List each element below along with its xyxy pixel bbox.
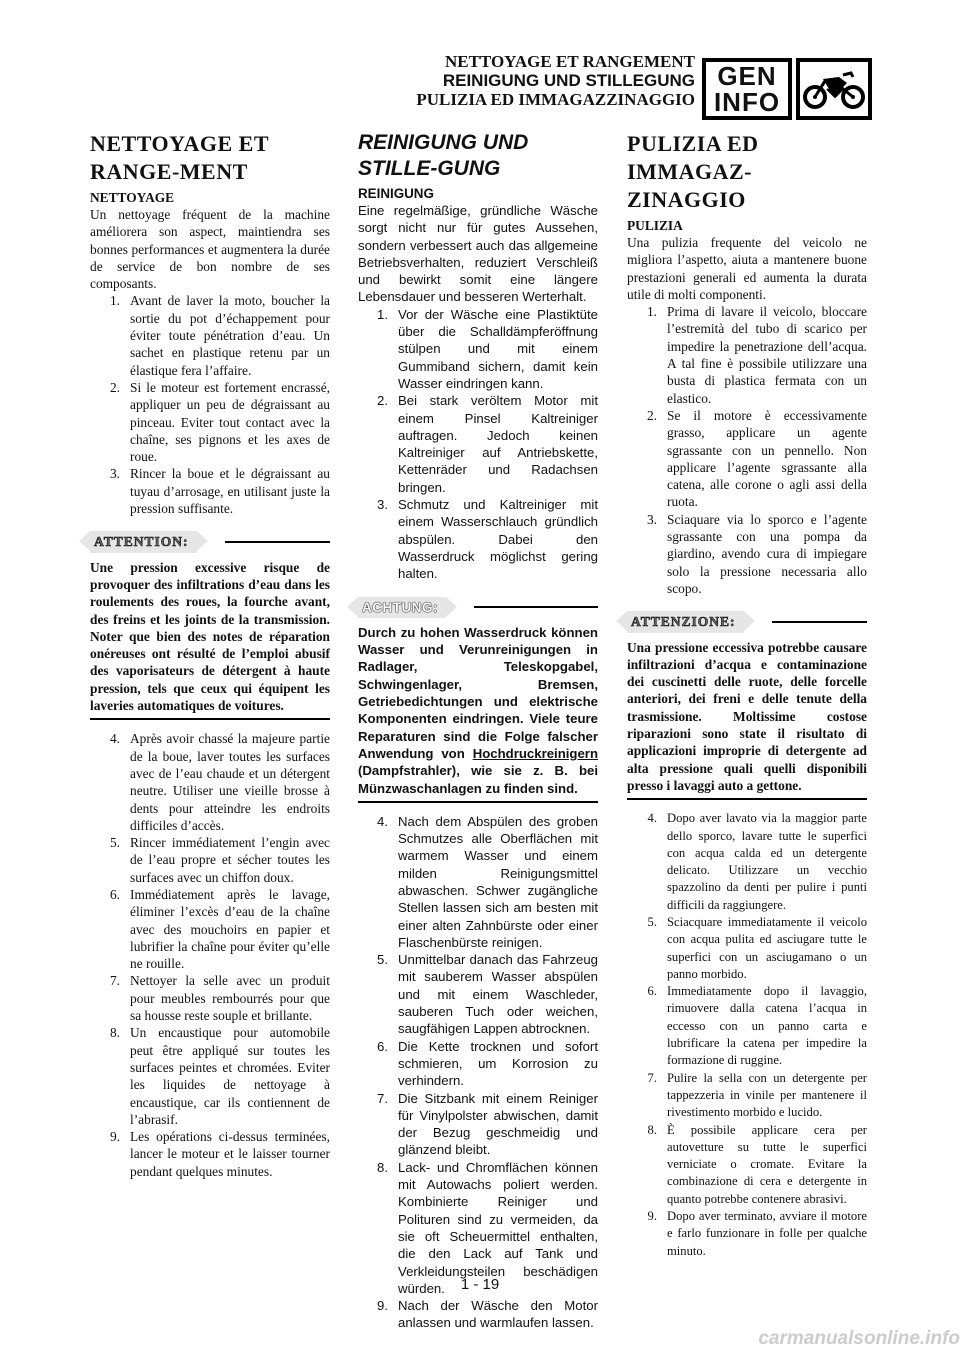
list-item: 6. Die Kette trocknen und sofort schmieren, um Korrosion zu verhindern. <box>377 1038 598 1089</box>
divider <box>358 801 598 803</box>
steps-b-fr <box>90 730 330 1180</box>
header-title-it: PULIZIA ED IMMAGAZZINAGGIO <box>416 90 695 109</box>
section-title-fr: NETTOYAGE ET RANGE-MENT <box>90 131 269 184</box>
steps-a-it <box>627 303 867 597</box>
list-item: 2. Si le moteur est fortement encrassé, appliquer un peu de dégraissant au pinceau. Eviter tout contact avec la chaîne, ses pignons et les axes de roue. <box>109 379 330 465</box>
list-item: 9. Nach der Wäsche den Motor anlassen und warmlaufen lassen. <box>377 1298 598 1331</box>
list-item: 4. Après avoir chassé la majeure partie de la boue, laver toutes les surfaces avec de l’eau chaude et un détergent neutre. Utiliser une vieille brosse à dents pour atteindre les endroits difficiles d’accès. <box>109 731 330 833</box>
list-item: 1. Prima di lavare il veicolo, bloccare l’estremità del tubo di scarico per impedire la penetrazione dell’acqua. A tal fine è possibile utilizzare una busta di plastica fermata con un elastico. <box>646 304 867 406</box>
list-item: 4. Nach dem Abspülen des groben Schmutzes alle Oberflächen mit warmem Wasser und einem milden Reinigungsmittel abwaschen. Schwer zugängliche Stellen lassen sich am besten mit einer alten Zahnbürste oder einer Flaschenbürste reinigen. <box>377 813 598 950</box>
subtitle-fr: NETTOYAGE <box>90 190 175 205</box>
intro-de: Eine regelmäßige, gründliche Wäsche sorgt nicht nur für gutes Aussehen, sondern verbessert auch das allgemeine Betriebsverhalten, reduziert Verschleiß und bewirkt somit eine längere Lebensdauer und besseren Werterhalt. <box>358 203 598 305</box>
list-item: 2. Se il motore è eccessivamente grasso, applicare un agente sgrassante con un pennello. Non applicare l’agente sgrassante alla catena, alle corone o agli assi della ruota. <box>646 407 867 510</box>
watermark: carmanualsonline.info <box>758 1328 960 1349</box>
list-item: 9. Dopo aver terminato, avviare il motore e farlo funzionare in folle per qualche minuto. <box>647 1209 867 1258</box>
list-item: 5. Sciacquare immediatamente il veicolo con acqua pulita ed asciugare tutte le superfici con un asciugamano o un panno morbido. <box>647 914 867 981</box>
list-item: 1. Avant de laver la moto, boucher la sortie du pot d’échappement pour éviter toute pénétration d’eau. Un sachet en plastique retenu par un élastique fera l’affaire. <box>109 293 330 378</box>
list-item: 8. Lack- und Chromflächen können mit Autowachs poliert werden. Kombinierte Reiniger und Polituren sind zu vermeiden, da sie oft Scheuermittel enthalten, die den Lack auf Tank und Verkleidungsteilen beschädigen würden. <box>377 1159 598 1296</box>
subtitle-it: PULIZIA <box>627 218 683 233</box>
intro-fr: Un nettoyage fréquent de la machine améliorera son aspect, maintiendra ses bonnes performances et augmentera la durée de service de bon nombre de ses composants. <box>90 207 330 292</box>
intro-it: Una pulizia frequente del veicolo ne migliora l’aspetto, aiuta a mantenere buone prestazioni generali ed aumenta la durata utile di molti componenti. <box>627 235 867 302</box>
warning-badge-it: ATTENZIONE: <box>627 611 744 632</box>
list-item: 7. Nettoyer la selle avec un produit pour meubles rembourrés pour que sa housse reste souple et brillante. <box>109 973 330 1024</box>
list-item: 6. Immédiatement après le lavage, éliminer l’excès d’eau de la chaîne avec des mouchoirs en papier et lubrifier la chaîne pour éviter qu’elle ne rouille. <box>109 886 330 972</box>
list-item: 3. Sciaquare via lo sporco e l’agente sgrassante con una pompa da giardino, avendo cura di impiegare solo la pressione necessaria allo scopo. <box>646 511 867 596</box>
section-title-it: PULIZIA ED IMMAGAZ-ZINAGGIO <box>627 131 759 212</box>
list-item: 8. Un encaustique pour automobile peut être appliqué sur toutes les surfaces peintes et chromées. Eviter les liquides de nettoyage à encaustique, car ils contiennent de l’abrasif. <box>109 1025 330 1127</box>
steps-a-de <box>358 306 598 583</box>
list-item: 3. Rincer la boue et le dégraissant au tuyau d’arrosage, en utilisant juste la pression suffisante. <box>109 466 330 517</box>
header-title-de: REINIGUNG UND STILLEGUNG <box>442 71 695 90</box>
divider <box>627 798 867 800</box>
column-german <box>358 130 598 1332</box>
page-header <box>370 52 695 109</box>
warning-badge-de: ACHTUNG: <box>358 597 446 618</box>
column-italian <box>627 130 867 1260</box>
gen-label: GEN <box>717 61 777 91</box>
warning-text-de: Durch zu hohen Wasserdruck können Wasser und Verunreinigungen in Radlager, Teleskopgabel, Schwingenlager, Bremsen, Getriebedichtungen und elektrische Komponenten eindringen. Viele teure Reparaturen sind die Folge falscher Anwendung von Hochdruckreinigern (Dampfstrahler), wie sie z. B. bei Münzwaschanlagen zu finden sind. <box>358 624 598 796</box>
list-item: 7. Pulire la sella con un detergente per tappezzeria in vinile per mantenere il rivestimento morbido e lucido. <box>647 1070 867 1120</box>
page-number: 1 - 19 <box>460 1276 500 1293</box>
warning-text-it: Una pressione eccessiva potrebbe causare infiltrazioni d’acqua e contaminazione dei cuscinetti delle ruote, delle forcelle anteriori, dei freni e delle tenute della trasmissione. Moltissime costose riparazioni sono state il risultato di applicazioni improprie di detergente ad alta pressione quali quelli disponibili presso i lavaggi auto a gettone. <box>627 639 867 793</box>
list-item: 3. Schmutz und Kaltreiniger mit einem Wasserschlauch gründlich abspülen. Dabei den Wasserdruck möglichst gering halten. <box>377 497 598 582</box>
motorcycle-icon <box>796 58 872 120</box>
list-item: 9. Les opérations ci-dessus terminées, lancer le moteur et le laisser tourner pendant quelques minutes. <box>109 1129 330 1179</box>
warning-text-fr: Une pression excessive risque de provoquer des infiltrations d’eau dans les roulements des roues, la fourche avant, des freins et les joints de la transmission. Noter que bien des notes de réparation onéreuses ont résulté de l’emploi abusif des vaporisateurs de détergent à haute pression, tels que ceux qui équipent les laveries automatiques de voitures. <box>90 559 330 714</box>
header-title-fr: NETTOYAGE ET RANGEMENT <box>444 52 695 71</box>
list-item: 5. Rincer immédiatement l’engin avec de l’eau propre et sécher toutes les surfaces avec un chiffon doux. <box>109 835 330 885</box>
list-item: 7. Die Sitzbank mit einem Reiniger für Vinylpolster abwischen, damit der Bezug geschmeidig und glänzend bleibt. <box>377 1090 598 1158</box>
gen-info-badge <box>702 58 792 120</box>
list-item: 2. Bei stark veröltem Motor mit einem Pinsel Kaltreiniger auftragen. Jedoch keinen Kaltreiniger auf Antriebskette, Kettenräder und Radachsen bringen. <box>377 393 598 495</box>
warning-header-it <box>627 611 867 632</box>
steps-b-de <box>358 813 598 1332</box>
divider <box>90 718 330 720</box>
warning-header-de <box>358 597 598 618</box>
column-french <box>90 130 330 1180</box>
info-label: INFO <box>713 87 781 117</box>
warning-badge-fr: ATTENTION: <box>90 531 197 552</box>
list-item: 4. Dopo aver lavato via la maggior parte dello sporco, lavare tutte le superfici con acqua calda ed un detergente delicato. Utilizzare un vecchio spazzolino da denti per pulire i punti difficili da raggiungere. <box>647 811 867 912</box>
warning-header-fr <box>90 531 330 552</box>
list-item: 1. Vor der Wäsche eine Plastiktüte über die Schalldämpferöffnung stülpen und mit einem Gummiband sichern, damit kein Wasser eindringen kann. <box>377 306 598 391</box>
list-item: 8. È possibile applicare cera per autovetture su tutte le superfici verniciate o cromate. Evitare la combinazione di cera e detergente in quanto potrebbe contenere abrasivi. <box>647 1122 867 1206</box>
list-item: 5. Unmittelbar danach das Fahrzeug mit sauberem Wasser abspülen und mit einem Waschleder, sauberen Tuch oder weichen, saugfähigen Lappen abtrocknen. <box>377 952 598 1037</box>
list-item: 6. Immediatamente dopo il lavaggio, rimuovere dalla catena l’acqua in eccesso con un panno carta e lubrificare la catena per impedire la formazione di ruggine. <box>647 984 867 1068</box>
section-title-de: REINIGUNG UND STILLE-GUNG <box>358 131 529 180</box>
subtitle-de: REINIGUNG <box>358 186 434 201</box>
steps-b-it <box>627 810 867 1260</box>
steps-a-fr <box>90 292 330 517</box>
